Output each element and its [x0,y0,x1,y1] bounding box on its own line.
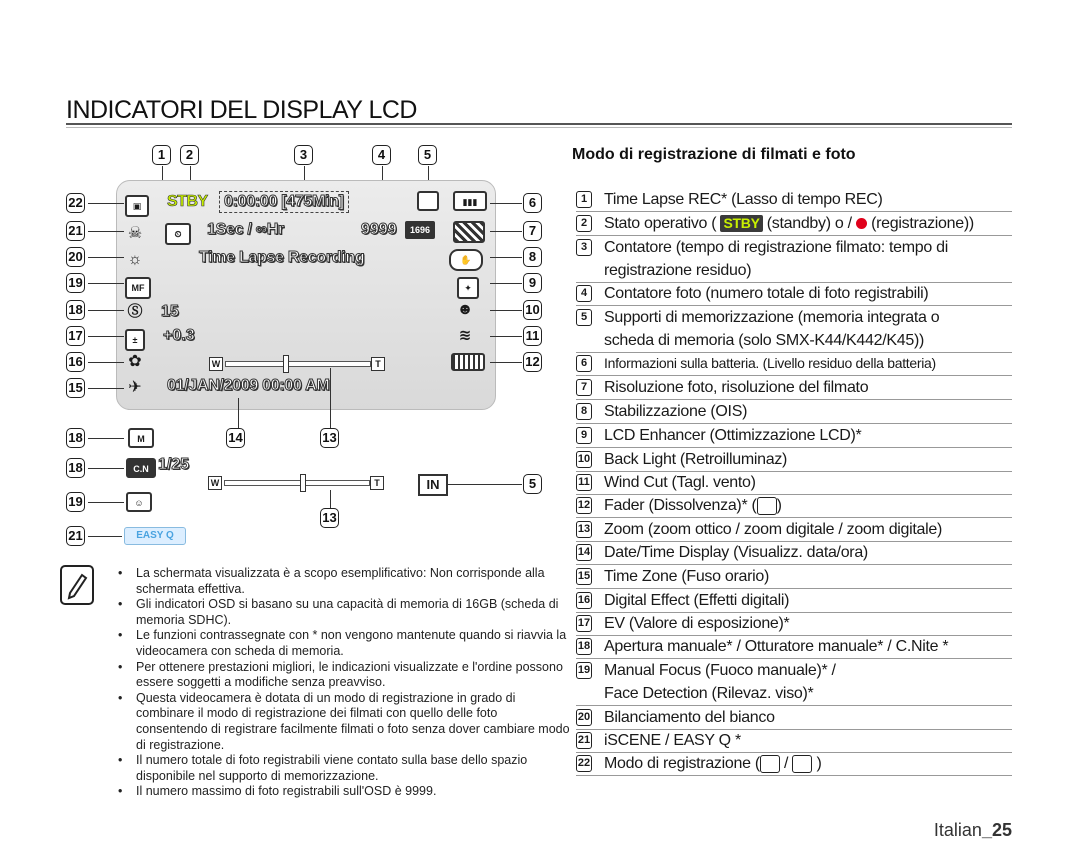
legend-text-post: ) [776,497,782,514]
callout-3: 3 [294,145,313,165]
legend-row-19 [576,659,1012,706]
lcd-screen-illustration [116,180,496,410]
title-rule-thin [66,127,1012,128]
stby-indicator: STBY [167,193,208,210]
callout-21-easyq: 21 [66,526,85,546]
leader-line [330,368,331,428]
legend-text: Wind Cut (Tagl. vento) [604,474,756,491]
ois-icon: ✋ [449,249,483,271]
callout-22: 22 [66,193,85,213]
leader-line [88,336,124,337]
footer-language: Italian [933,820,982,840]
callout-8: 8 [523,247,542,267]
callout-18-aperture: 18 [66,428,85,448]
note-item: • Per ottenere prestazioni migliori, le indicazioni visualizzate e l'ordine possono essere soggetti a modifiche senza preavviso. [114,660,572,691]
callout-20: 20 [66,247,85,267]
legend-row-18 [576,635,1012,659]
zoom-tele-label: T [370,476,384,490]
note-item: • Questa videocamera è dotata di un modo di registrazione in grado di combinare il modo di registrazione dei filmati con quello delle foto consentendo di registrare facilmente filmati o foto senza dover cambiare modo di registrazione. [114,691,572,753]
legend-text: Risoluzione foto, risoluzione del filmato [604,379,869,396]
callout-11: 11 [523,326,542,346]
callout-15: 15 [66,378,85,398]
legend-text: Bilanciamento del bianco [604,709,775,726]
leader-line [88,388,124,389]
legend-text: Contatore (tempo di registrazione filmato: tempo di [604,239,948,256]
legend-text: Back Light (Retroilluminaz) [604,451,788,468]
legend-text: EV (Valore di esposizione)* [604,615,790,632]
legend-number: 6 [576,355,592,372]
leader-line [88,438,124,439]
legend-number: 11 [576,474,592,491]
legend-text-cont: scheda di memoria (solo SMX-K44/K442/K45)) [604,332,924,349]
legend-row-9 [576,424,1012,448]
battery-icon: ▮▮▮ [453,191,487,211]
easy-q-badge: EASY Q [124,527,186,545]
leader-line [490,257,522,258]
callout-2: 2 [180,145,199,165]
leader-line [88,257,124,258]
callout-16: 16 [66,352,85,372]
callout-10: 10 [523,300,542,320]
legend-row-22 [576,752,1012,776]
legend-number: 7 [576,379,592,396]
legend-row-10 [576,448,1012,472]
leader-line [88,468,124,469]
legend-number: 13 [576,521,592,538]
legend-number: 15 [576,568,592,585]
legend-row-7 [576,376,1012,400]
legend-number: 2 [576,215,592,232]
legend-row-21 [576,729,1012,753]
legend-text-mid: (standby) o / [766,215,852,232]
legend-row-13 [576,518,1012,542]
legend-number: 16 [576,592,592,609]
zoom-wide-label: W [209,357,223,371]
legend-text [604,752,1012,775]
notes-list [114,566,572,800]
recording-counter: 0:00:00 [475Min] [219,191,349,213]
legend-text: Zoom (zoom ottico / zoom digitale / zoom digitale) [604,521,943,538]
legend-text: Digital Effect (Effetti digitali) [604,592,790,609]
legend-number: 1 [576,191,592,208]
callout-4: 4 [372,145,391,165]
note-item: • Gli indicatori OSD si basano su una capacità di memoria di 16GB (scheda di memoria SDHC). [114,597,572,628]
legend-text-pre: Stato operativo ( [604,215,717,232]
callout-1: 1 [152,145,171,165]
legend-number: 19 [576,662,592,679]
page-number: _25 [981,820,1012,840]
stby-badge: STBY [720,215,762,232]
video-mode-icon [760,755,780,773]
zoom-bar-lower [208,476,386,488]
legend-text: iSCENE / EASY Q * [604,732,741,749]
callout-19-face: 19 [66,492,85,512]
photo-resolution-badge: 1696 [405,221,435,239]
camcorder-mode-icon: ▣ [125,195,149,217]
legend-text-cont: Face Detection (Rilevaz. viso)* [604,685,814,702]
legend-number: 12 [576,497,592,514]
callout-18-cnite: 18 [66,458,85,478]
legend-row-3 [576,236,1012,283]
legend-row-16 [576,589,1012,613]
legend-text: Date/Time Display (Visualizz. data/ora) [604,544,868,561]
page-title: INDICATORI DEL DISPLAY LCD [66,96,417,124]
legend-number: 18 [576,638,592,655]
photo-counter: 9999 [361,221,397,238]
note-item: • Il numero massimo di foto registrabili sull'OSD è 9999. [114,784,572,800]
fader-mini-icon [757,497,777,515]
leader-line [88,536,122,537]
note-item: • Le funzioni contrassegnate con * non vengono mantenute quando si riavvia la videocamera con scheda di memoria. [114,628,572,659]
legend-number: 8 [576,403,592,420]
fader-icon [451,353,485,371]
digital-effect-icon: ✿ [128,353,142,370]
legend-number: 10 [576,451,592,468]
leader-line [490,231,522,232]
callout-13: 13 [320,428,339,448]
leader-line [238,398,239,428]
cnite-ratio: 1/25 [158,456,190,473]
callout-17: 17 [66,326,85,346]
title-rule [66,123,1012,125]
cnite-icon: C.N [126,458,156,478]
callout-7: 7 [523,221,542,241]
lcd-enhancer-icon: ✦ [457,277,479,299]
callout-12: 12 [523,352,542,372]
legend-text [604,212,1012,235]
callout-18: 18 [66,300,85,320]
legend-row-15 [576,565,1012,589]
date-time-display: 01/JAN/2009 00:00 AM [167,377,330,394]
zoom-track [224,480,370,486]
time-lapse-interval: 1Sec / ∞Hr [207,221,284,238]
face-detection-icon: ☺ [126,492,152,512]
note-pencil-icon [60,565,94,605]
legend-row-1 [576,188,1012,212]
video-resolution-icon [453,221,485,243]
legend-number: 14 [576,544,592,561]
note-item: • La schermata visualizzata è a scopo esemplificativo: Non corrisponde alla schermata effettiva. [114,566,572,597]
iscene-icon: ☠ [127,225,143,242]
ev-value: +0.3 [163,327,195,344]
legend-row-14 [576,541,1012,565]
legend-text-post: (registrazione)) [871,215,974,232]
legend-row-12 [576,494,1012,518]
legend-row-11 [576,471,1012,495]
leader-line [448,484,522,485]
callout-19: 19 [66,273,85,293]
callout-21: 21 [66,221,85,241]
leader-line [88,502,124,503]
legend-text: Supporti di memorizzazione (memoria integrata o [604,309,940,326]
record-dot-icon [856,218,867,229]
time-lapse-recording-label: Time Lapse Recording [199,249,365,266]
legend-text-post: ) [816,755,822,772]
zoom-bar [209,357,387,369]
legend-row-17 [576,612,1012,636]
leader-line [490,203,522,204]
leader-line [490,336,522,337]
zoom-wide-label: W [208,476,222,490]
legend-row-4 [576,282,1012,306]
leader-line [88,283,124,284]
legend-text: Apertura manuale* / Otturatore manuale* / C.Nite * [604,638,949,655]
leader-line [490,310,522,311]
legend-row-8 [576,400,1012,424]
legend-number: 3 [576,239,592,256]
legend-number: 5 [576,309,592,326]
white-balance-icon: ☼ [127,251,143,268]
legend-text: Stabilizzazione (OIS) [604,403,748,420]
callout-5: 5 [418,145,437,165]
callout-14: 14 [226,428,245,448]
legend-text-cont: registrazione residuo) [604,262,752,279]
legend-number: 20 [576,709,592,726]
memory-card-icon [417,191,439,211]
leader-line [88,231,124,232]
legend-text: Manual Focus (Fuoco manuale)* / [604,662,836,679]
legend-row-5 [576,306,1012,353]
section-title: Modo di registrazione di filmati e foto [572,146,856,163]
legend-text: LCD Enhancer (Ottimizzazione LCD)* [604,427,862,444]
legend-text [604,494,1012,517]
photo-mode-icon [792,755,812,773]
legend-row-6 [576,352,1012,376]
legend-text: Contatore foto (numero totale di foto registrabili) [604,285,929,302]
page-footer [934,820,1012,841]
legend-row-2 [576,212,1012,236]
legend-number: 9 [576,427,592,444]
leader-line [88,310,124,311]
legend-number: 17 [576,615,592,632]
legend-number: 21 [576,732,592,749]
zoom-position [283,355,289,373]
leader-line [88,203,124,204]
note-item: • Il numero totale di foto registrabili viene contato sulla base dello spazio disponibile nel supporto di memorizzazione. [114,753,572,784]
legend-text: Time Zone (Fuso orario) [604,568,769,585]
manual-shutter-icon: Ⓢ [127,303,143,320]
legend-text-pre: Modo di registrazione ( [604,755,760,772]
legend-text-mid: / [784,755,789,772]
callout-13-lower: 13 [320,508,339,528]
zoom-tele-label: T [371,357,385,371]
manual-aperture-icon: M [128,428,154,448]
zoom-track [225,361,371,367]
leader-line [490,362,522,363]
legend-text: Informazioni sulla batteria. (Livello residuo della batteria) [604,355,936,371]
legend-text-pre: Fader (Dissolvenza)* ( [604,497,757,514]
zoom-position [300,474,306,492]
legend-row-20 [576,706,1012,730]
leader-line [88,362,124,363]
wind-cut-icon: ≋ [458,327,472,344]
time-zone-icon: ✈ [128,379,142,396]
callout-5-lower: 5 [523,474,542,494]
callout-6: 6 [523,193,542,213]
legend-number: 22 [576,755,592,772]
leader-line [490,283,522,284]
callout-9: 9 [523,273,542,293]
manual-focus-icon: MF [125,277,151,299]
legend-number: 4 [576,285,592,302]
shutter-value: 15 [161,303,179,320]
ev-icon: ± [125,329,145,351]
leader-line [330,490,331,508]
backlight-icon: ☻ [456,301,474,318]
time-lapse-icon: ⏲ [165,223,191,245]
legend-text: Time Lapse REC* (Lasso di tempo REC) [604,191,883,208]
internal-memory-icon: IN [418,474,448,496]
